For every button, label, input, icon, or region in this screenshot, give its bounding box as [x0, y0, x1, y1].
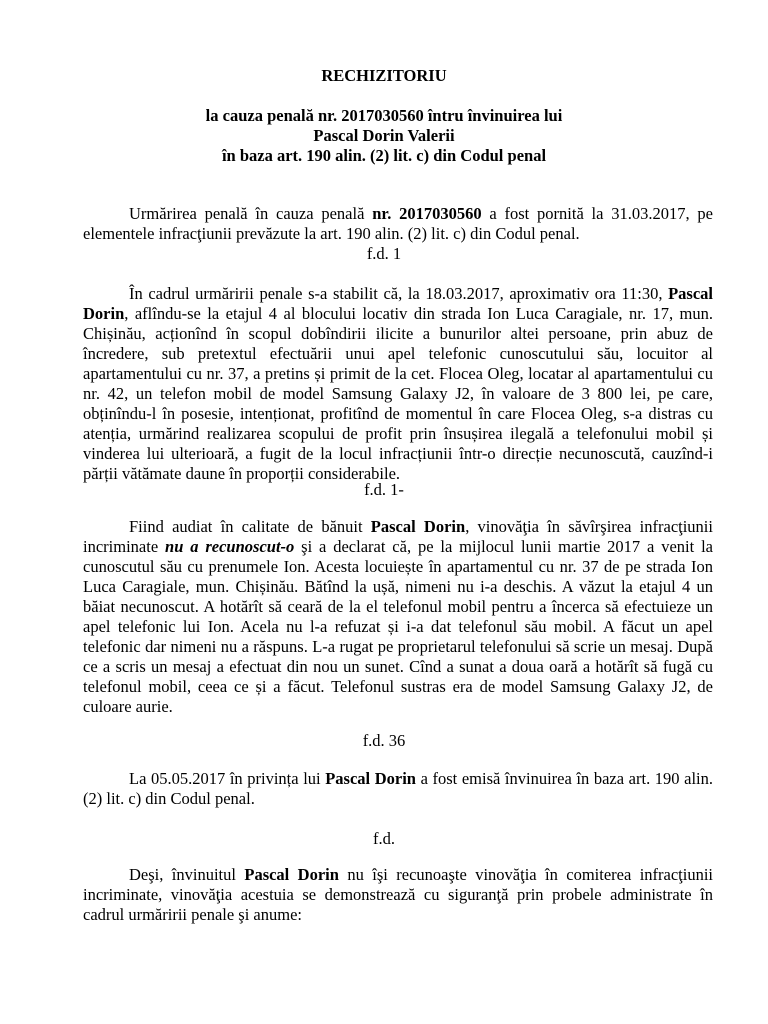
case-heading-line-3: în baza art. 190 alin. (2) lit. c) din Codul penal	[221, 146, 547, 165]
p4-text-1: La 05.05.2017 în privința lui	[129, 769, 326, 788]
file-reference-4: f.d.	[373, 829, 395, 848]
paragraph-3	[83, 517, 713, 717]
p4-text-2: a fost emisă învinuirea în baza art. 190 alin. (2) lit. c) din Codul penal.	[83, 769, 714, 808]
document-title: RECHIZITORIU	[321, 66, 447, 85]
paragraph-5	[83, 865, 713, 925]
p3-text-1: Fiind audiat în calitate de bănuit	[129, 517, 371, 536]
accused-name: Pascal Dorin	[83, 284, 713, 323]
p3-text-2: , vinovăţia în săvîrşirea infracţiunii incriminate	[83, 517, 713, 556]
p3-text-3: şi a declarat că, pe la mijlocul lunii martie 2017 a venit la cunoscutul său cu prenumele Ion. Acesta locuiește în apartamentul cu nr. 37 de pe strada Ion Luca Caragiale, mun. Chișinău. Bătînd la ușă, nimeni nu i-a deschis. A văzut la etajul 4 un băiat necunoscut. A hotărît să ceară de la el telefonul mobil pentru a încerca să efectuieze un apel telefonic lui Ion. Acela nu l-a refuzat și i-a dat telefonul său mobil. A făcut un apel telefonic dar nimeni nu a răspuns. L-a rugat pe proprietarul telefonului să scrie un mesaj. După ce a scris un mesaj a efectuat din nou un sunet. Cînd a sunat a doua oară a hotărît să fugă cu telefonul mobil, ceea ce și a făcut. Telefonul sustras era de model Samsung Galaxy J2, de culoare aurie.	[83, 537, 713, 716]
case-heading-line-1: la cauza penală nr. 2017030560 întru învinuirea lui	[205, 106, 563, 125]
paragraph-1	[83, 204, 713, 244]
file-reference-2: f.d. 1-	[364, 480, 404, 499]
case-number: nr. 2017030560	[372, 204, 482, 223]
p1-text-1: Urmărirea penală în cauza penală	[129, 204, 373, 223]
file-reference-3: f.d. 36	[362, 731, 406, 750]
paragraph-2	[83, 284, 713, 484]
p5-text-1: Deşi, învinuitul	[129, 865, 245, 884]
case-heading-line-2: Pascal Dorin Valerii	[313, 126, 455, 145]
accused-name: Pascal Dorin	[244, 865, 339, 884]
p2-text-2: , aflîndu-se la etajul 4 al blocului locativ din strada Ion Luca Caragiale, nr. 17, mun. Chișinău, acționînd în scopul dobîndirii ilicite a bunurilor altei persoane, prin abuz de încredere, sub pretextul efectuării unui apel telefonic cunoscutului său, locuitor al apartamentului cu nr. 37, a pretins și primit de la cet. Flocea Oleg, locatar al apartamentului cu nr. 42, un telefon mobil de model Samsung Galaxy J2, în valoare de 3 800 lei, pe care, obținîndu-l în posesie, intenționat, profitînd de momentul în care Flocea Oleg, s-a distras cu atenția, urmărind realizarea scopului de profit prin însușirea ilegală a telefonului mobil și vinderea lui ulterioară, a fugit de la locul infracțiunii într-o direcție necunoscută, cauzînd-i părții vătămate daune în proporții considerabile.	[83, 304, 713, 483]
case-heading	[0, 106, 768, 166]
p2-text-1: În cadrul urmăririi penale s-a stabilit că, la 18.03.2017, aproximativ ora 11:30,	[129, 284, 669, 303]
not-admitted-phrase: nu a recunoscut-o	[165, 537, 295, 556]
file-reference-1: f.d. 1	[366, 244, 402, 263]
accused-name: Pascal Dorin	[325, 769, 416, 788]
paragraph-4	[83, 769, 713, 809]
p5-text-2: nu îşi recunoaşte vinovăţia în comiterea infracţiunii incriminate, vinovăţia acestuia se demonstrează cu siguranţă prin probele administrate în cadrul urmăririi penale şi anume:	[83, 865, 713, 924]
p1-text-2: a fost pornită la 31.03.2017, pe elementele infracţiunii prevăzute la art. 190 alin. (2) lit. c) din Codul penal.	[83, 204, 713, 243]
accused-name: Pascal Dorin	[370, 517, 466, 536]
